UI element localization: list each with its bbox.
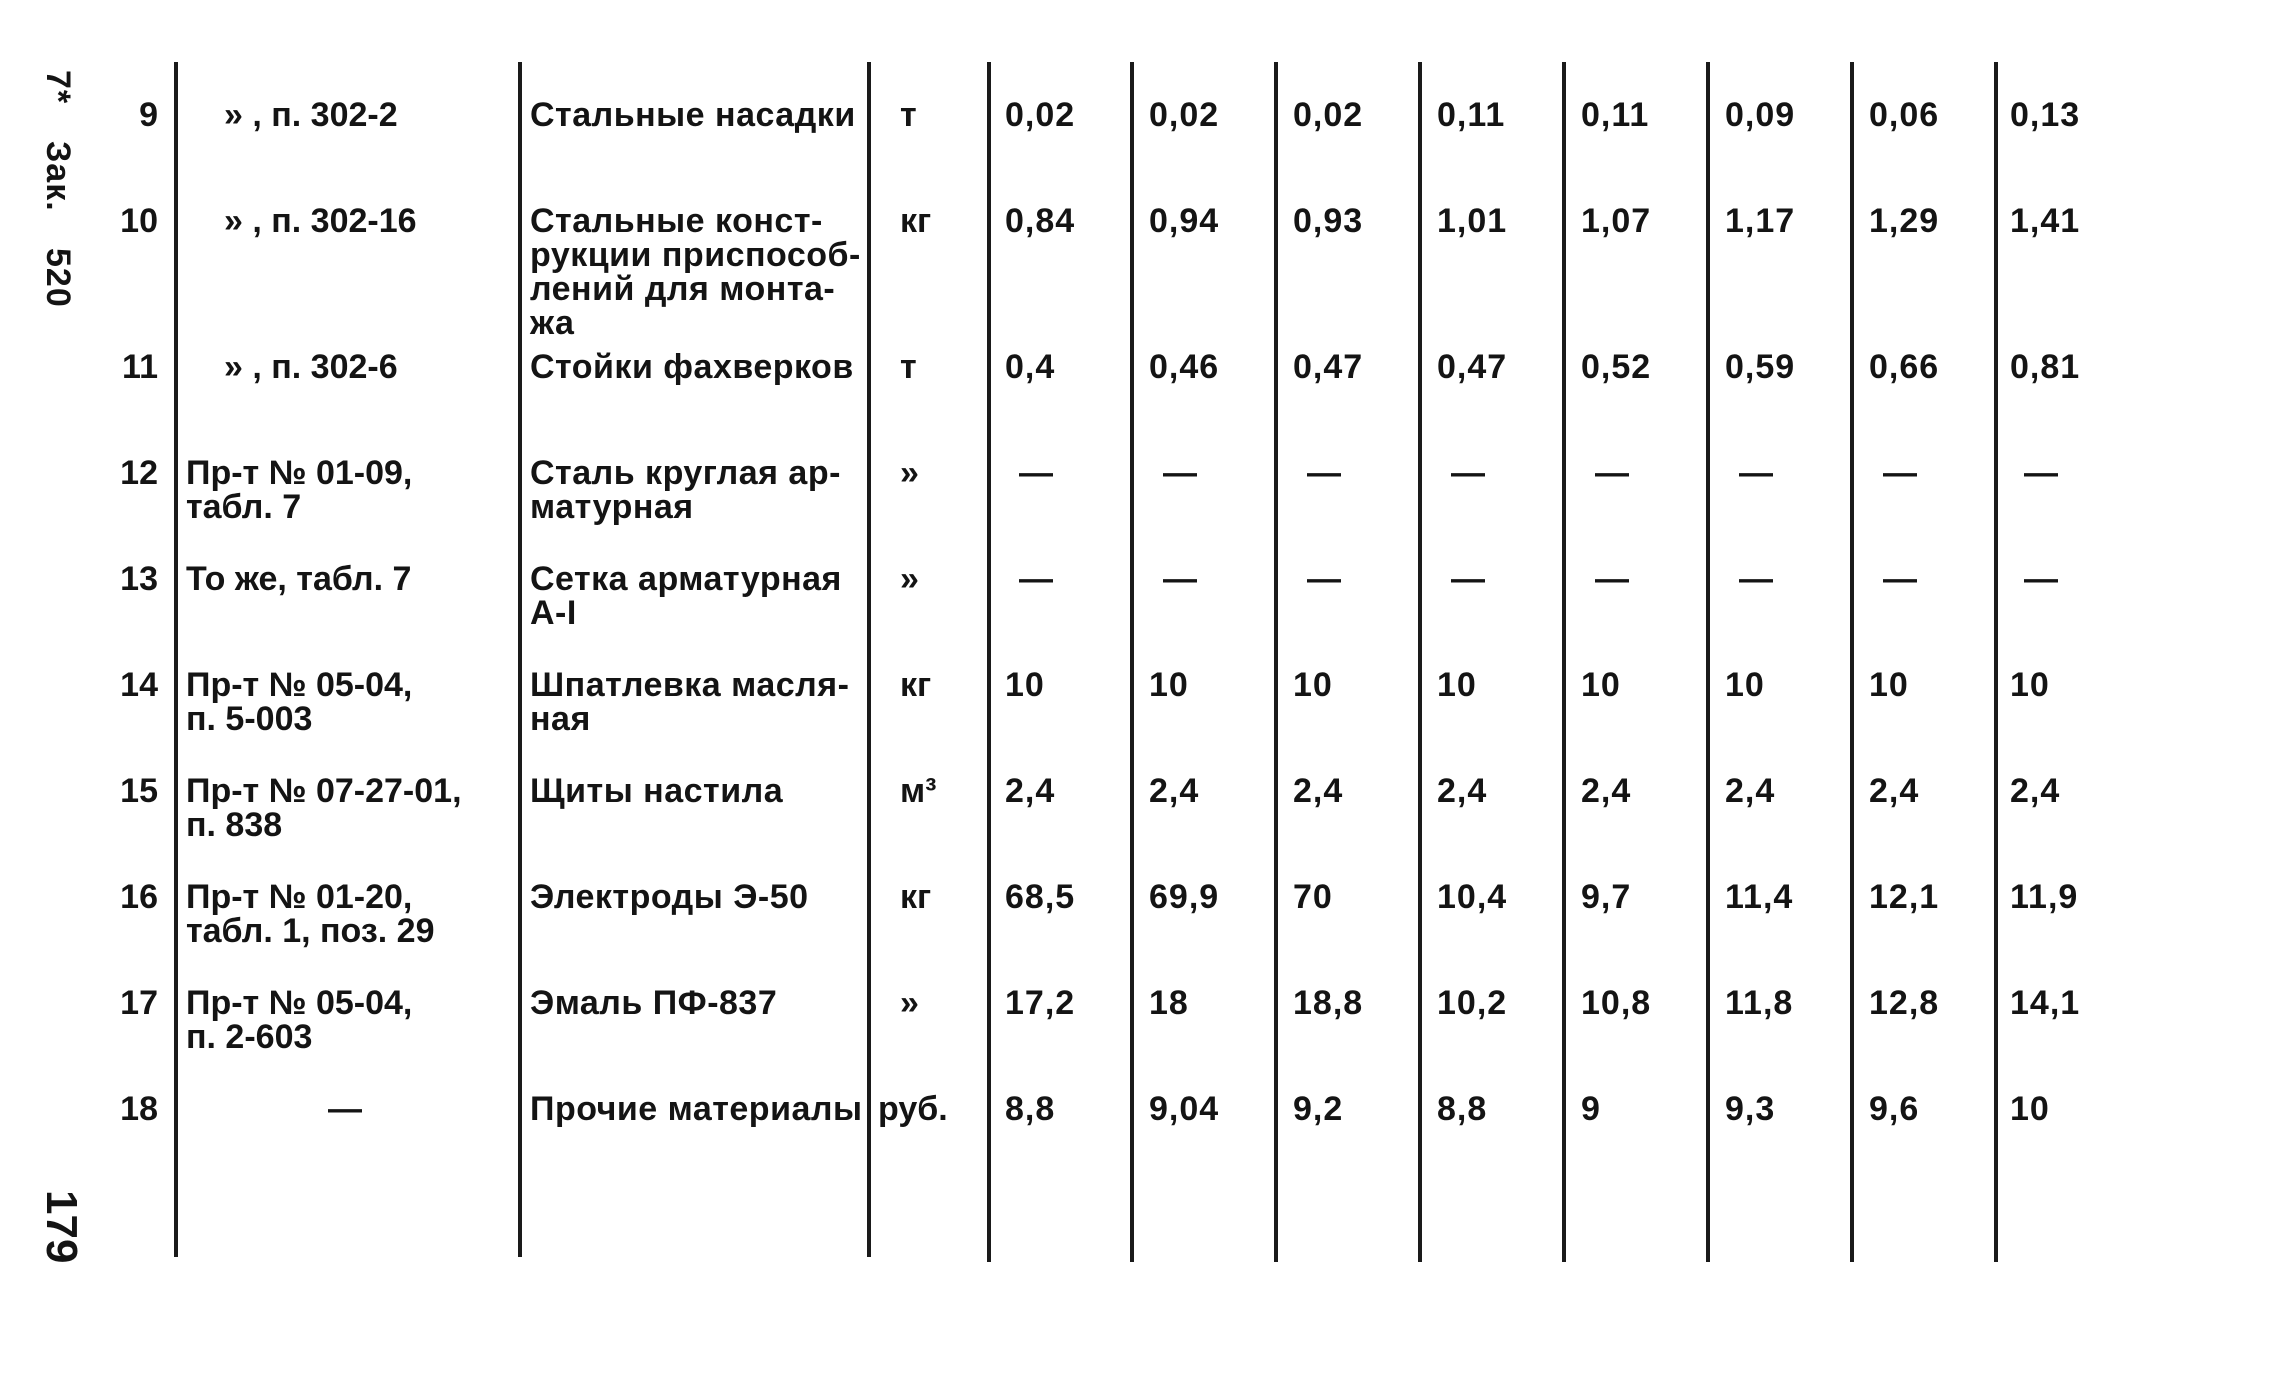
value-cell: 2,4 bbox=[1293, 772, 1344, 810]
value-cell: 10 bbox=[2010, 666, 2050, 704]
value-cell: 0,66 bbox=[1869, 348, 1940, 386]
value-cell: 10 bbox=[1293, 666, 1333, 704]
value-cell: — bbox=[1883, 454, 1918, 492]
value-cell: 14,1 bbox=[2010, 984, 2081, 1022]
column-rule bbox=[1418, 62, 1422, 1262]
value-cell: 2,4 bbox=[1869, 772, 1920, 810]
value-cell: 9,04 bbox=[1149, 1090, 1220, 1128]
value-cell: 9,7 bbox=[1581, 878, 1632, 916]
page-number: 179 bbox=[37, 1190, 86, 1264]
column-rule bbox=[1850, 62, 1854, 1262]
unit-cell: руб. bbox=[878, 1090, 948, 1128]
value-cell: 0,84 bbox=[1005, 202, 1076, 240]
material-name: Щиты настила bbox=[530, 772, 784, 810]
value-cell: 0,11 bbox=[1581, 96, 1650, 134]
unit-cell: » bbox=[900, 560, 919, 598]
value-cell: — bbox=[1451, 454, 1486, 492]
margin-order-note bbox=[38, 70, 77, 333]
unit-cell: » bbox=[900, 984, 919, 1022]
value-cell: 11,4 bbox=[1725, 878, 1794, 916]
value-cell: 17,2 bbox=[1005, 984, 1076, 1022]
value-cell: 10 bbox=[1149, 666, 1189, 704]
reference-cell: Пр-т № 01-09, табл. 7 bbox=[186, 454, 413, 526]
value-cell: 0,06 bbox=[1869, 96, 1940, 134]
value-cell: — bbox=[1307, 560, 1342, 598]
material-name: Прочие материалы bbox=[530, 1090, 863, 1128]
value-cell: — bbox=[1739, 454, 1774, 492]
material-name: Стальные конст- рукции приспособ- лений для монта- жа bbox=[530, 202, 861, 342]
unit-cell: » bbox=[900, 454, 919, 492]
value-cell: 11,9 bbox=[2010, 878, 2079, 916]
value-cell: 69,9 bbox=[1149, 878, 1220, 916]
value-cell: 10 bbox=[1005, 666, 1045, 704]
value-cell: 18,8 bbox=[1293, 984, 1364, 1022]
value-cell: 10,4 bbox=[1437, 878, 1508, 916]
value-cell: 1,17 bbox=[1725, 202, 1796, 240]
column-rule bbox=[518, 62, 522, 1257]
value-cell: — bbox=[1163, 560, 1198, 598]
materials-table bbox=[100, 62, 2190, 1262]
row-number: 18 bbox=[120, 1090, 158, 1128]
material-name: Стальные насадки bbox=[530, 96, 856, 134]
material-name: Электроды Э-50 bbox=[530, 878, 809, 916]
value-cell: 8,8 bbox=[1437, 1090, 1488, 1128]
value-cell: — bbox=[1307, 454, 1342, 492]
value-cell: 10 bbox=[1869, 666, 1909, 704]
value-cell: 12,8 bbox=[1869, 984, 1940, 1022]
order-mark: 7* bbox=[39, 70, 77, 105]
reference-cell: » , п. 302-16 bbox=[224, 202, 417, 240]
value-cell: 2,4 bbox=[2010, 772, 2061, 810]
value-cell: 0,09 bbox=[1725, 96, 1796, 134]
row-number: 16 bbox=[120, 878, 158, 916]
value-cell: 10 bbox=[1437, 666, 1477, 704]
value-cell: 10 bbox=[2010, 1090, 2050, 1128]
value-cell: 0,02 bbox=[1149, 96, 1220, 134]
value-cell: 1,29 bbox=[1869, 202, 1940, 240]
reference-cell: » , п. 302-2 bbox=[224, 96, 398, 134]
value-cell: 1,41 bbox=[2010, 202, 2081, 240]
row-number: 14 bbox=[120, 666, 158, 704]
value-cell: 0,02 bbox=[1293, 96, 1364, 134]
material-name: Стойки фахверков bbox=[530, 348, 854, 386]
value-cell: 0,52 bbox=[1581, 348, 1652, 386]
reference-cell: » , п. 302-6 bbox=[224, 348, 398, 386]
order-number: 520 bbox=[39, 247, 77, 308]
unit-cell: т bbox=[900, 96, 917, 134]
value-cell: 10 bbox=[1725, 666, 1765, 704]
column-rule bbox=[987, 62, 991, 1262]
value-cell: 0,02 bbox=[1005, 96, 1076, 134]
material-name: Сталь круглая ар- матурная bbox=[530, 454, 841, 526]
reference-cell: Пр-т № 05-04, п. 2-603 bbox=[186, 984, 413, 1056]
value-cell: 11,8 bbox=[1725, 984, 1794, 1022]
reference-cell: Пр-т № 01-20, табл. 1, поз. 29 bbox=[186, 878, 435, 950]
value-cell: 8,8 bbox=[1005, 1090, 1056, 1128]
row-number: 10 bbox=[120, 202, 158, 240]
value-cell: 0,94 bbox=[1149, 202, 1220, 240]
value-cell: 2,4 bbox=[1725, 772, 1776, 810]
value-cell: 2,4 bbox=[1149, 772, 1200, 810]
column-rule bbox=[1562, 62, 1566, 1262]
row-number: 12 bbox=[120, 454, 158, 492]
value-cell: — bbox=[1019, 560, 1054, 598]
reference-cell: — bbox=[328, 1090, 362, 1128]
material-name: Сетка арматурная А-I bbox=[530, 560, 842, 632]
column-rule bbox=[867, 62, 871, 1257]
value-cell: 2,4 bbox=[1581, 772, 1632, 810]
row-number: 17 bbox=[120, 984, 158, 1022]
value-cell: 12,1 bbox=[1869, 878, 1940, 916]
row-number: 15 bbox=[120, 772, 158, 810]
value-cell: 18 bbox=[1149, 984, 1189, 1022]
unit-cell: кг bbox=[900, 202, 932, 240]
value-cell: 0,59 bbox=[1725, 348, 1796, 386]
value-cell: 10,2 bbox=[1437, 984, 1508, 1022]
value-cell: 9 bbox=[1581, 1090, 1601, 1128]
value-cell: 0,46 bbox=[1149, 348, 1220, 386]
value-cell: 10,8 bbox=[1581, 984, 1652, 1022]
value-cell: 9,2 bbox=[1293, 1090, 1344, 1128]
value-cell: 0,81 bbox=[2010, 348, 2081, 386]
row-number: 9 bbox=[139, 96, 158, 134]
value-cell: — bbox=[1163, 454, 1198, 492]
unit-cell: т bbox=[900, 348, 917, 386]
column-rule bbox=[1130, 62, 1134, 1262]
value-cell: 9,3 bbox=[1725, 1090, 1776, 1128]
value-cell: 1,07 bbox=[1581, 202, 1652, 240]
material-name: Эмаль ПФ-837 bbox=[530, 984, 778, 1022]
value-cell: 9,6 bbox=[1869, 1090, 1920, 1128]
value-cell: — bbox=[1883, 560, 1918, 598]
value-cell: 0,47 bbox=[1437, 348, 1508, 386]
row-number: 11 bbox=[122, 348, 158, 386]
column-rule bbox=[1994, 62, 1998, 1262]
unit-cell: кг bbox=[900, 878, 932, 916]
reference-cell: Пр-т № 05-04, п. 5-003 bbox=[186, 666, 413, 738]
reference-cell: То же, табл. 7 bbox=[186, 560, 412, 598]
value-cell: 0,11 bbox=[1437, 96, 1506, 134]
value-cell: 0,47 bbox=[1293, 348, 1364, 386]
value-cell: 2,4 bbox=[1005, 772, 1056, 810]
order-label: Зак. bbox=[39, 140, 77, 212]
value-cell: — bbox=[1595, 454, 1630, 492]
column-rule bbox=[174, 62, 178, 1257]
value-cell: 10 bbox=[1581, 666, 1621, 704]
value-cell: — bbox=[1019, 454, 1054, 492]
value-cell: 68,5 bbox=[1005, 878, 1076, 916]
value-cell: — bbox=[1451, 560, 1486, 598]
value-cell: 0,13 bbox=[2010, 96, 2081, 134]
value-cell: 0,4 bbox=[1005, 348, 1056, 386]
value-cell: 0,93 bbox=[1293, 202, 1364, 240]
unit-cell: кг bbox=[900, 666, 932, 704]
row-number: 13 bbox=[120, 560, 158, 598]
value-cell: — bbox=[1739, 560, 1774, 598]
material-name: Шпатлевка масля- ная bbox=[530, 666, 850, 738]
value-cell: — bbox=[1595, 560, 1630, 598]
reference-cell: Пр-т № 07-27-01, п. 838 bbox=[186, 772, 462, 844]
column-rule bbox=[1274, 62, 1278, 1262]
value-cell: — bbox=[2024, 560, 2059, 598]
column-rule bbox=[1706, 62, 1710, 1262]
value-cell: 2,4 bbox=[1437, 772, 1488, 810]
unit-cell: м³ bbox=[900, 772, 937, 810]
value-cell: — bbox=[2024, 454, 2059, 492]
value-cell: 1,01 bbox=[1437, 202, 1508, 240]
value-cell: 70 bbox=[1293, 878, 1333, 916]
